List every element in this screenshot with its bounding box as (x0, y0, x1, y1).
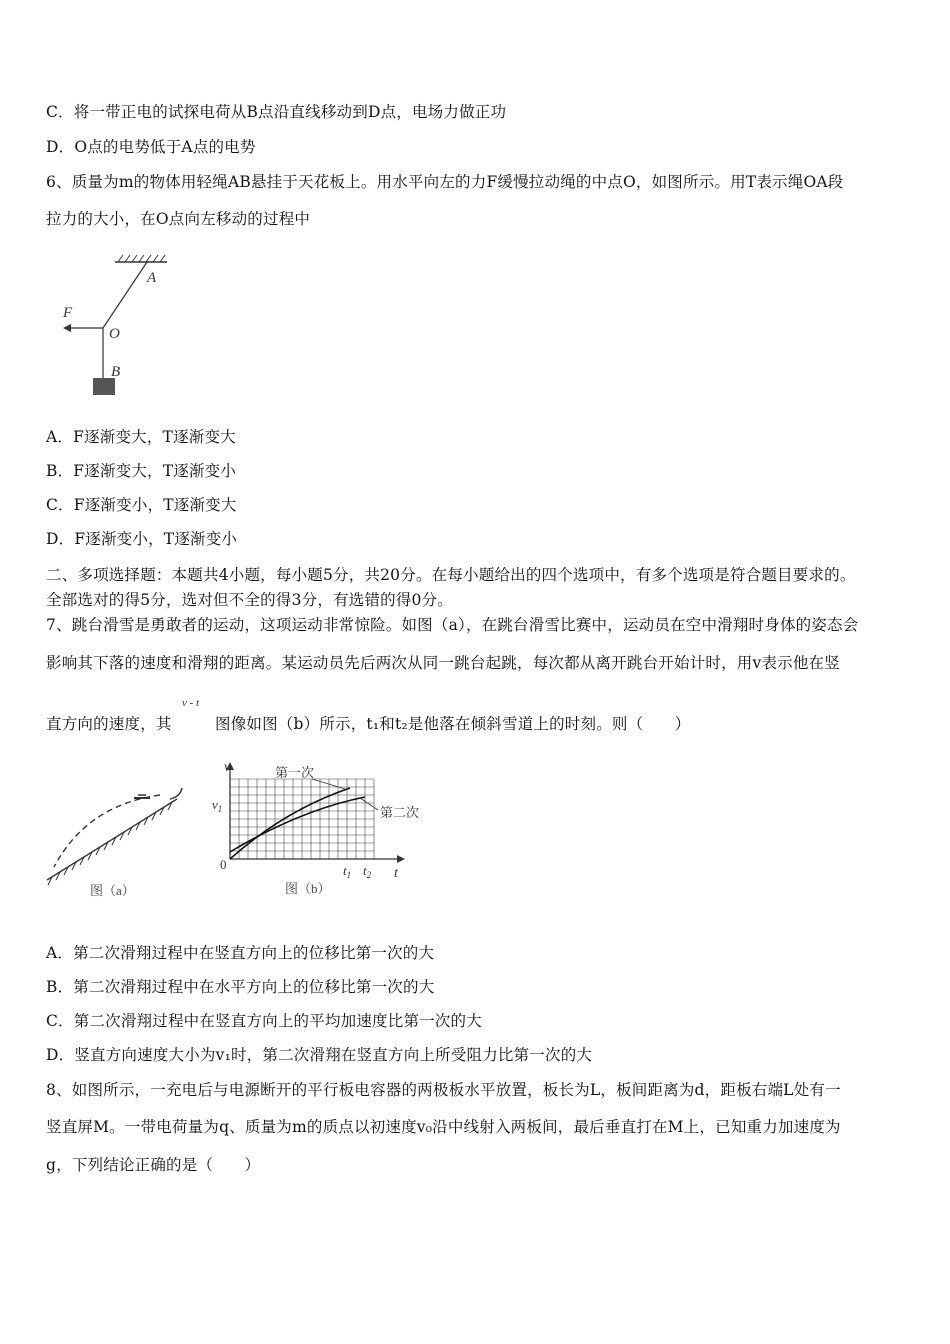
q7-option-c: C．第二次滑翔过程中在竖直方向上的平均加速度比第一次的大 (46, 1012, 482, 1030)
question-7-line-1: 7、跳台滑雪是勇敢者的运动，这项运动非常惊险。如图（a），在跳台滑雪比赛中，运动员在空中滑翔时身体的姿态会 (46, 616, 859, 634)
figure-b-caption: 图（b） (285, 881, 331, 896)
inline-vt-label: v - t (182, 697, 200, 709)
question-8-line-1: 8、如图所示，一充电后与电源断开的平行板电容器的两极板水平放置，板长为L，板间距离为d，距板右端L处有一 (46, 1081, 841, 1099)
t1-label: $t_1$ (343, 863, 352, 880)
section-heading-line-1: 二、多项选择题：本题共4小题，每小题5分，共20分。在每小题给出的四个选项中，有多个选项是符合题目要求的。 (46, 566, 856, 584)
question-8-line-2: 竖直屏M。一带电荷量为q、质量为m的质点以初速度v₀沿中线射入两板间，最后垂直打在M上，已知重力加速度为 (46, 1118, 841, 1136)
question-7-line-3-end: 图像如图（b）所示，t₁和t₂是他落在倾斜雪道上的时刻。则（ ） (215, 715, 691, 733)
q6-option-b: B．F逐渐变大，T逐渐变小 (46, 462, 237, 480)
question-6-line-1: 6、质量为m的物体用轻绳AB悬挂于天花板上。用水平向左的力F缓慢拉动绳的中点O，如图所示。用T表示绳OA段 (46, 173, 844, 191)
figure-q6 (55, 250, 185, 405)
label-b: B (111, 364, 121, 380)
question-7-line-3-start: 直方向的速度，其 (46, 715, 172, 733)
question-6-line-2: 拉力的大小，在O点向左移动的过程中 (46, 210, 311, 228)
line-option-d-prev: D．O点的电势低于A点的电势 (46, 138, 256, 156)
section-heading-line-2: 全部选对的得5分，选对但不全的得3分，有选错的得0分。 (46, 591, 453, 609)
axis-t-label: t (394, 866, 398, 881)
axis-v-label: v (224, 760, 231, 775)
label-f: F (63, 305, 73, 321)
first-attempt-label: 第一次 (275, 765, 315, 780)
figure-a-caption: 图（a） (90, 883, 135, 898)
q6-option-d: D．F逐渐变小，T逐渐变小 (46, 530, 238, 548)
origin-label: 0 (220, 857, 227, 872)
q6-option-c: C．F逐渐变小，T逐渐变大 (46, 496, 237, 514)
figure-q7b (200, 755, 460, 905)
q7-option-b: B．第二次滑翔过程中在水平方向上的位移比第一次的大 (46, 978, 435, 996)
v1-label: $v_1$ (212, 797, 223, 814)
question-8-line-3: g，下列结论正确的是（ ） (46, 1156, 261, 1174)
q7-option-d: D．竖直方向速度大小为v₁时，第二次滑翔在竖直方向上所受阻力比第一次的大 (46, 1046, 593, 1064)
question-7-line-2: 影响其下落的速度和滑翔的距离。某运动员先后两次从同一跳台起跳，每次都从离开跳台开始计时，用v表示他在竖 (46, 654, 840, 672)
second-attempt-label: 第二次 (380, 805, 420, 820)
t2-label: $t_2$ (363, 863, 372, 880)
line-option-c-prev: C．将一带正电的试探电荷从B点沿直线移动到D点，电场力做正功 (46, 103, 507, 121)
label-a: A (147, 270, 157, 286)
figure-q7a (42, 785, 192, 900)
label-o: O (109, 326, 120, 342)
curve-second (230, 797, 365, 852)
q6-option-a: A．F逐渐变大，T逐渐变大 (46, 428, 236, 446)
q7-option-a: A．第二次滑翔过程中在竖直方向上的位移比第一次的大 (46, 944, 435, 962)
